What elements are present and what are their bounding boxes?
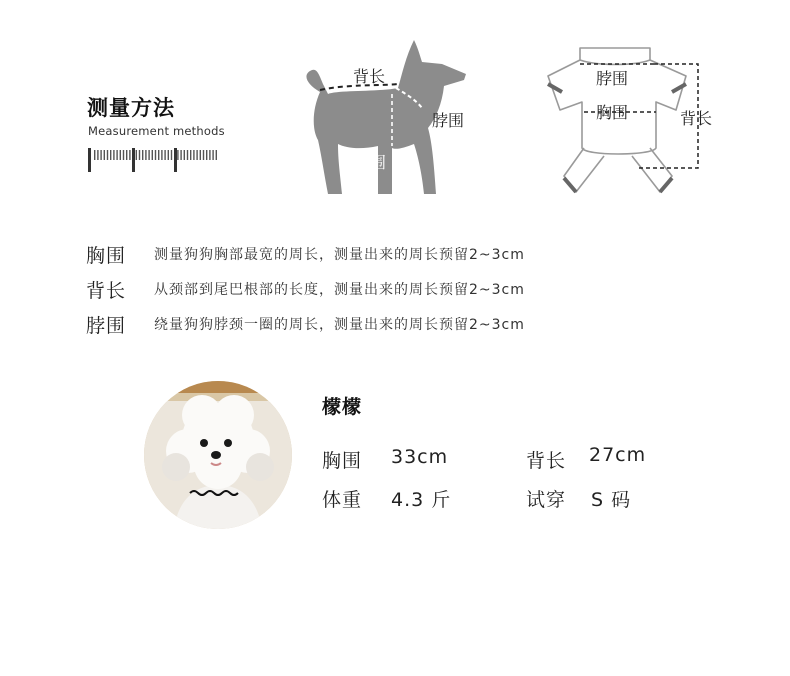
definition-text: 绕量狗狗脖颈一圈的周长，测量出来的周长预留2~3cm xyxy=(154,317,525,333)
definition-text: 测量狗狗胸部最宽的周长，测量出来的周长预留2~3cm xyxy=(154,247,525,263)
dog-measurement-diagram xyxy=(298,34,488,204)
dog-chest-label: 胸围 xyxy=(354,153,387,172)
ruler-icon xyxy=(88,146,218,174)
garment-neck-label: 脖围 xyxy=(596,69,629,88)
garment-measurement-diagram xyxy=(538,40,738,200)
definition-row xyxy=(86,241,525,267)
garment-chest-label: 胸围 xyxy=(596,103,629,122)
definition-text: 从颈部到尾巴根部的长度，测量出来的周长预留2~3cm xyxy=(154,282,525,298)
model-size-label: 试穿 xyxy=(526,489,567,511)
model-weight-value: 4.3 斤 xyxy=(391,489,452,511)
dog-neck-label: 脖围 xyxy=(432,111,465,130)
model-name: 檬檬 xyxy=(322,396,363,418)
model-size-value: S 码 xyxy=(591,489,632,511)
dog-back-label: 背长 xyxy=(353,67,386,86)
page-title: 测量方法 xyxy=(87,96,175,120)
model-chest-value: 33cm xyxy=(391,446,449,468)
definition-row xyxy=(86,276,525,302)
model-back-label: 背长 xyxy=(526,450,567,472)
page-subtitle: Measurement methods xyxy=(88,124,225,138)
model-chest-label: 胸围 xyxy=(322,450,363,472)
model-back-value: 27cm xyxy=(589,444,647,466)
definition-term: 脖围 xyxy=(86,314,127,337)
definition-term: 胸围 xyxy=(86,244,127,267)
definition-row xyxy=(86,311,525,337)
model-dog-photo xyxy=(144,381,292,529)
model-weight-label: 体重 xyxy=(322,489,363,511)
garment-length-label: 背长 xyxy=(680,109,713,128)
definition-term: 背长 xyxy=(86,279,127,302)
